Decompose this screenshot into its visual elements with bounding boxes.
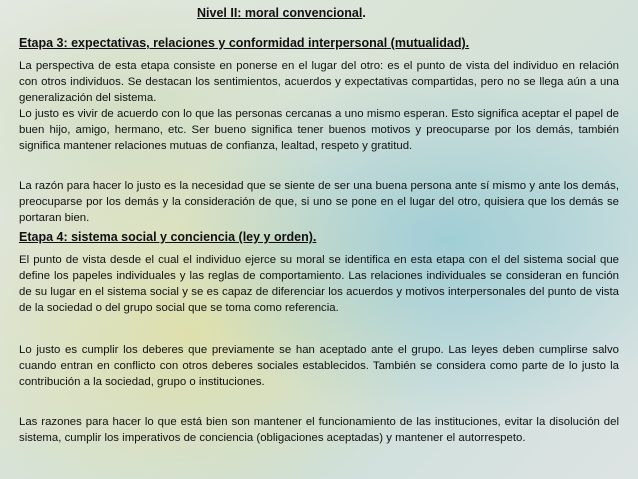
etapa4-paragraph-2: Lo justo es cumplir los deberes que previamente se han aceptado ante el grupo. Las leyes deben cumplirse salvo cuando entran en conflicto con otros deberes sociales establecidos. También se considera como parte de lo justo la contribución a la sociedad, grupo o instituciones. — [19, 344, 619, 388]
etapa4-paragraph-3: Las razones para hacer lo que está bien son mantener el funcionamiento de las instituciones, evitar la disolución del sistema, cumplir los imperativos de conciencia (obligaciones aceptadas) y mantener el autorrespeto. — [19, 416, 619, 444]
slide-title — [197, 6, 366, 20]
etapa3-heading: Etapa 3: expectativas, relaciones y conformidad interpersonal (mutualidad). — [19, 36, 470, 50]
slide-title-suffix: . — [362, 6, 366, 20]
etapa3-paragraph-1: La perspectiva de esta etapa consiste en ponerse en el lugar del otro: es el punto de vista del individuo en relación con otros individuos. Se destacan los sentimientos, acuerdos y expectativas compartidas, pero no se llega aún a una generalización del sistema. — [19, 60, 619, 104]
etapa4-heading: Etapa 4: sistema social y conciencia (ley y orden). — [19, 230, 317, 244]
etapa3-paragraph-2: Lo justo es vivir de acuerdo con lo que las personas cercanas a uno mismo esperan. Esto significa aceptar el papel de buen hijo, amigo, hermano, etc. Ser bueno significa tener buenos motivos y preocuparse por los demás, también significa mantener relaciones mutuas de confianza, lealtad, respeto y gratitud. — [19, 108, 619, 152]
etapa3-paragraph-3: La razón para hacer lo justo es la necesidad que se siente de ser una buena persona ante sí mismo y ante los demás, preocuparse por los demás y la consideración de que, si uno se pone en el lugar del otro, quisiera que los demás se portaran bien. — [19, 180, 619, 224]
slide-title-text: Nivel II: moral convencional — [197, 6, 363, 20]
etapa4-paragraph-1: El punto de vista desde el cual el individuo ejerce su moral se identifica en esta etapa con el del sistema social que define los papeles individuales y las reglas de comportamiento. Las relaciones individuales se consideran en función de su lugar en el sistema social y se es capaz de diferenciar los acuerdos y motivos interpersonales del punto de vista de la sociedad o del grupo social que se toma como referencia. — [19, 254, 619, 314]
